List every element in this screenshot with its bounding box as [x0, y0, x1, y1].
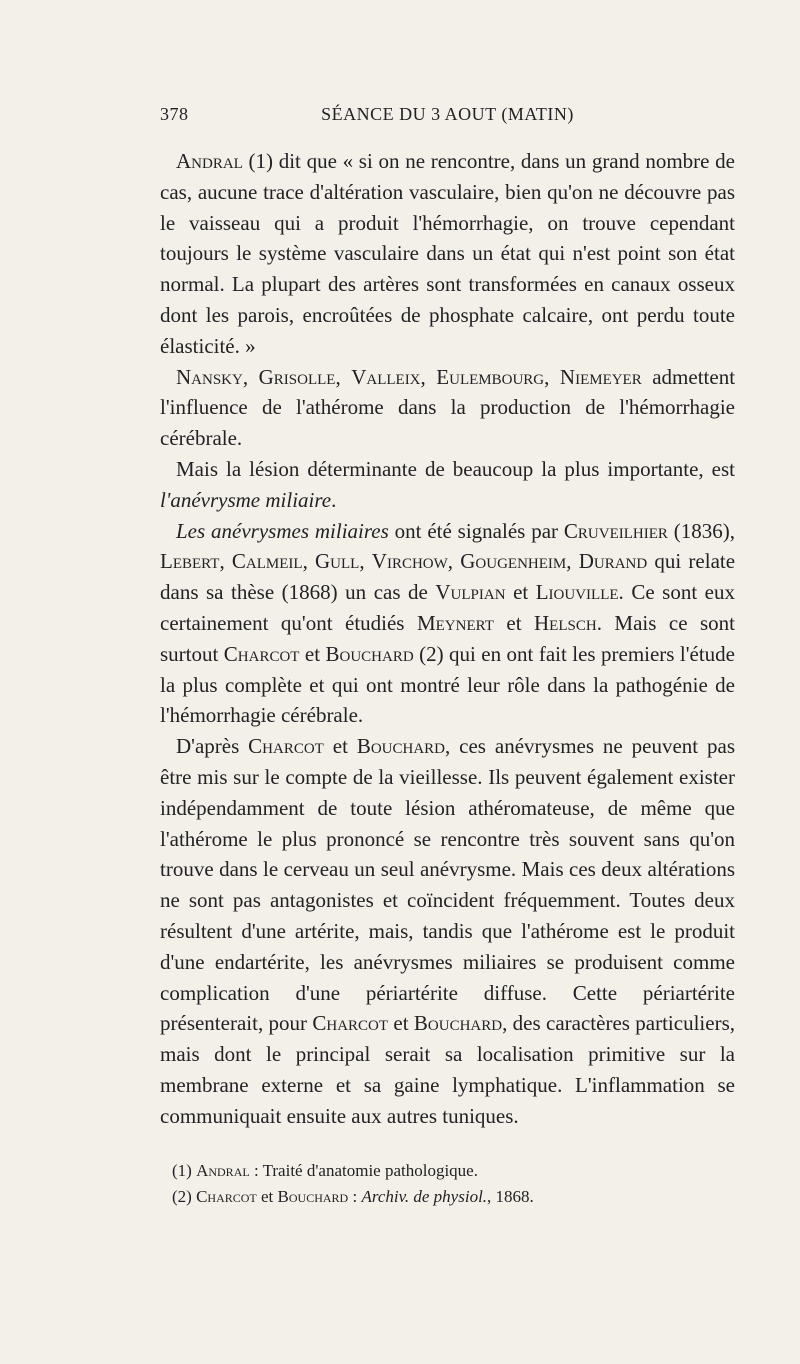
author-name: Vallеix	[351, 364, 421, 389]
text-run: D'après	[176, 734, 249, 759]
author-name: Bouchard	[413, 1011, 503, 1036]
author-name: Calmeil	[231, 549, 303, 574]
text-run: et	[493, 610, 535, 635]
author-name: Bouchard	[356, 734, 446, 759]
text-run: , 1868.	[487, 1187, 534, 1206]
text-run: et	[323, 734, 357, 759]
author-name: Nansky	[176, 364, 243, 389]
text-run: ,	[242, 364, 259, 389]
paragraph	[160, 146, 735, 362]
paragraph	[160, 731, 735, 1131]
text-run: : Traité d'anatomie pathologique.	[249, 1161, 478, 1180]
text-run: ,	[219, 549, 232, 574]
text-run: , ces anévrysmes ne peuvent pas être mis sur le compte de la vieillesse. Ils peuvent également exister indépendamment de toute lésion athéromateuse, de même que l'athérome le plus prononcé se rencontre très souvent sans qu'on trouve dans le cerveau un seul anévrysme. Mais ces deux altérations ne sont pas antagonistes et coïncident fréquemment. Toutes deux résultent d'une artérite, mais, tandis que l'athérome est le produit d'une endartérite, les anévrysmes miliaires se produisent comme complication d'une périartérite diffuse. Cette périartérite présenterait, pour	[160, 734, 736, 1036]
text-run: , des caractères particuliers, mais dont le principal serait sa localisation primitive sur la membrane externe et sa gaine lymphatique. L'inflammation se communiquait ensuite aux autres tuniques.	[160, 1011, 735, 1128]
author-name: Liouville	[535, 580, 619, 605]
author-name: Vulpian	[435, 580, 506, 605]
author-name: Grisolle	[258, 364, 336, 389]
author-name: Gougenheim	[460, 549, 567, 574]
text-run: ,	[359, 549, 372, 574]
footnote	[172, 1158, 732, 1184]
text-run: ,	[335, 364, 352, 389]
italic-text: Archiv. de physiol.	[361, 1187, 488, 1206]
text-run: ,	[544, 364, 560, 389]
paragraph	[160, 362, 735, 454]
text-run: .	[331, 487, 337, 512]
text-run: . Ce sont eux certainement qu'ont étudiés	[160, 580, 735, 635]
paragraph	[160, 516, 735, 732]
text-run: ont été signalés par	[388, 518, 564, 543]
author-name: Charcot	[312, 1011, 389, 1036]
text-run: (2)	[172, 1187, 197, 1206]
text-run: et	[505, 580, 536, 605]
page-header	[160, 104, 735, 134]
text-run: . Mais ce sont surtout	[160, 610, 736, 666]
text-run: (1)	[172, 1161, 197, 1180]
author-name: Charcot	[248, 734, 324, 759]
author-name: Charcot	[196, 1187, 257, 1206]
text-run: et	[388, 1011, 414, 1036]
author-name: Helsch	[534, 610, 597, 635]
text-run: ,	[420, 364, 437, 389]
text-run: et	[299, 641, 326, 666]
paragraph	[160, 454, 735, 516]
author-name: Bouchard	[325, 641, 414, 666]
text-run: :	[348, 1187, 362, 1206]
author-name: Durand	[578, 549, 648, 574]
author-name: Meynert	[416, 610, 494, 635]
text-run: (2) qui en ont fait les premiers l'étude la plus complète et qui ont montré leur rôle dans la pathogénie de l'hémorrhagie cérébrale.	[160, 641, 736, 728]
footnotes	[172, 1158, 732, 1210]
text-run: Mais la lésion déterminante de beaucoup la plus importante, est	[176, 456, 735, 481]
page-number: 378	[160, 104, 189, 124]
author-name: Virchow	[371, 549, 448, 574]
text-run: ,	[302, 549, 316, 574]
text-run: ,	[447, 549, 461, 574]
author-name: Gull	[315, 549, 360, 574]
author-name: Andral	[196, 1161, 250, 1180]
footnote	[172, 1184, 732, 1210]
author-name: Niemeyer	[559, 364, 642, 389]
text-run: qui relate dans sa thèse (1868) un cas de	[160, 549, 736, 605]
running-head: SÉANCE DU 3 AOUT (MATIN)	[321, 104, 574, 124]
italic-text: l'anévrysme miliaire	[160, 487, 332, 512]
body-text	[160, 146, 735, 1132]
author-name: Charcot	[223, 641, 300, 666]
author-name: Eulembourg	[436, 364, 545, 389]
text-run: (1836),	[667, 518, 735, 543]
text-run: admettent l'influence de l'athérome dans la production de l'hémorrhagie cérébrale.	[160, 364, 736, 451]
text-run: (1) dit que « si on ne rencontre, dans un grand nombre de cas, aucune trace d'altération vasculaire, bien qu'on ne découvre pas le vaisseau qui a produit l'hémorrhagie, on trouve cependant toujours le système vasculaire dans un état qui n'est point son état normal. La plupart des artères sont transformées en canaux osseux dont les parois, encroûtées de phosphate calcaire, ont perdu toute élasticité. »	[160, 149, 735, 358]
text-run: et	[256, 1187, 278, 1206]
italic-text: Les anévrysmes miliaires	[176, 518, 389, 543]
author-name: Lebert	[160, 549, 220, 574]
author-name: Bouchard	[277, 1187, 349, 1206]
text-run: ,	[566, 549, 579, 574]
author-name: Cruveilhier	[563, 518, 668, 543]
author-name: Andral	[176, 149, 243, 173]
